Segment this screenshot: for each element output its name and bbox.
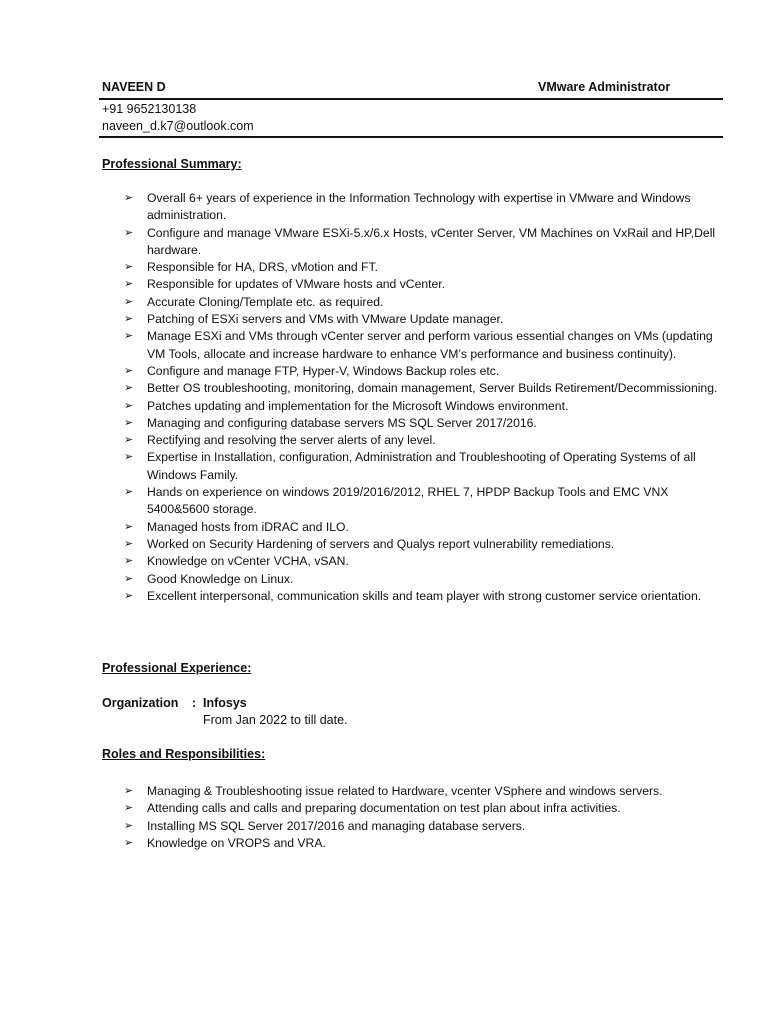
list-item [0,380,723,397]
arrow-bullet-icon: ➢ [124,364,134,377]
list-item [0,800,723,817]
arrow-bullet-icon: ➢ [124,572,134,585]
arrow-bullet-icon: ➢ [124,555,134,568]
header-divider-bottom [99,136,723,138]
list-item-text: Patches updating and implementation for the Microsoft Windows environment. [147,398,569,413]
experience-heading: Professional Experience: [102,661,252,675]
list-item [0,835,723,852]
list-item-text: Knowledge on vCenter VCHA, vSAN. [147,554,349,569]
list-item-text: Knowledge on VROPS and VRA. [147,835,326,850]
list-item-text: Accurate Cloning/Template etc. as required. [147,294,384,309]
arrow-bullet-icon: ➢ [124,537,134,550]
list-item [0,259,723,276]
list-item [0,553,723,570]
email-address: naveen_d.k7@outlook.com [102,119,254,133]
arrow-bullet-icon: ➢ [124,261,134,274]
list-item [0,449,723,484]
arrow-bullet-icon: ➢ [124,486,134,499]
list-item-text: Configure and manage VMware ESXi-5.x/6.x Hosts, vCenter Server, VM Machines on VxRail and HP,Dell hardware. [147,225,716,257]
organization-colon: : [192,696,197,710]
arrow-bullet-icon: ➢ [124,520,134,533]
arrow-bullet-icon: ➢ [124,589,134,602]
list-item-text: Expertise in Installation, configuration, Administration and Troubleshooting of Operating Systems of all Windows Family. [147,450,696,482]
list-item-text: Responsible for updates of VMware hosts and vCenter. [147,277,446,292]
list-item-text: Good Knowledge on Linux. [147,571,294,586]
list-item-text: Managing and configuring database servers MS SQL Server 2017/2016. [147,415,537,430]
list-item [0,571,723,588]
arrow-bullet-icon: ➢ [124,278,134,291]
phone-number: +91 9652130138 [102,102,197,116]
arrow-bullet-icon: ➢ [124,785,134,797]
roles-heading: Roles and Responsibilities: [102,747,266,761]
list-item-text: Overall 6+ years of experience in the Information Technology with expertise in VMware and Windows administration. [147,191,691,223]
list-item-text: Excellent interpersonal, communication skills and team player with strong customer service orientation. [147,588,702,603]
list-item [0,363,723,380]
arrow-bullet-icon: ➢ [124,819,134,832]
summary-list [0,190,768,605]
candidate-name: NAVEEN D [102,80,166,94]
arrow-bullet-icon: ➢ [124,313,134,326]
arrow-bullet-icon: ➢ [124,226,134,239]
header-divider-top [99,98,723,100]
arrow-bullet-icon: ➢ [124,434,134,447]
list-item-text: Responsible for HA, DRS, vMotion and FT. [147,260,378,275]
arrow-bullet-icon: ➢ [124,192,134,204]
arrow-bullet-icon: ➢ [124,330,134,343]
list-item [0,328,723,363]
list-item-text: Better OS troubleshooting, monitoring, domain management, Server Builds Retirement/Decommissioning. [147,381,718,396]
list-item [0,818,723,835]
list-item-text: Worked on Security Hardening of servers and Qualys report vulnerability remediations. [147,536,615,551]
list-item [0,276,723,293]
list-item-text: Configure and manage FTP, Hyper-V, Windows Backup roles etc. [147,363,500,378]
arrow-bullet-icon: ➢ [124,295,134,308]
list-item-text: Installing MS SQL Server 2017/2016 and managing database servers. [147,818,526,833]
organization-date-range: From Jan 2022 to till date. [203,713,348,727]
roles-list [0,783,768,852]
list-item [0,311,723,328]
arrow-bullet-icon: ➢ [124,836,134,849]
arrow-bullet-icon: ➢ [124,416,134,429]
list-item [0,484,723,519]
list-item-text: Rectifying and resolving the server alerts of any level. [147,433,436,448]
list-item-text: Managed hosts from iDRAC and ILO. [147,519,349,534]
job-title: VMware Administrator [538,80,671,94]
arrow-bullet-icon: ➢ [124,802,134,815]
arrow-bullet-icon: ➢ [124,451,134,464]
list-item-text: Attending calls and calls and preparing documentation on test plan about infra activities. [147,801,621,816]
organization-label: Organization [102,696,179,710]
list-item [0,190,723,225]
list-item-text: Managing & Troubleshooting issue related to Hardware, vcenter VSphere and windows servers. [147,784,663,798]
list-item [0,432,723,449]
list-item-text: Manage ESXi and VMs through vCenter server and perform various essential changes on VMs (updating VM Tools, allocate and increase hardware to enhance VM’s performance and business continuity). [147,329,713,361]
list-item [0,519,723,536]
list-item [0,783,723,800]
summary-heading: Professional Summary: [102,157,242,171]
arrow-bullet-icon: ➢ [124,382,134,395]
list-item-text: Hands on experience on windows 2019/2016/2012, RHEL 7, HPDP Backup Tools and EMC VNX 5400&5600 storage. [147,485,669,517]
list-item-text: Patching of ESXi servers and VMs with VMware Update manager. [147,312,504,327]
list-item [0,588,723,605]
list-item [0,415,723,432]
list-item [0,294,723,311]
list-item [0,225,723,260]
list-item [0,536,723,553]
organization-name: Infosys [203,696,247,710]
arrow-bullet-icon: ➢ [124,399,134,412]
list-item [0,398,723,415]
